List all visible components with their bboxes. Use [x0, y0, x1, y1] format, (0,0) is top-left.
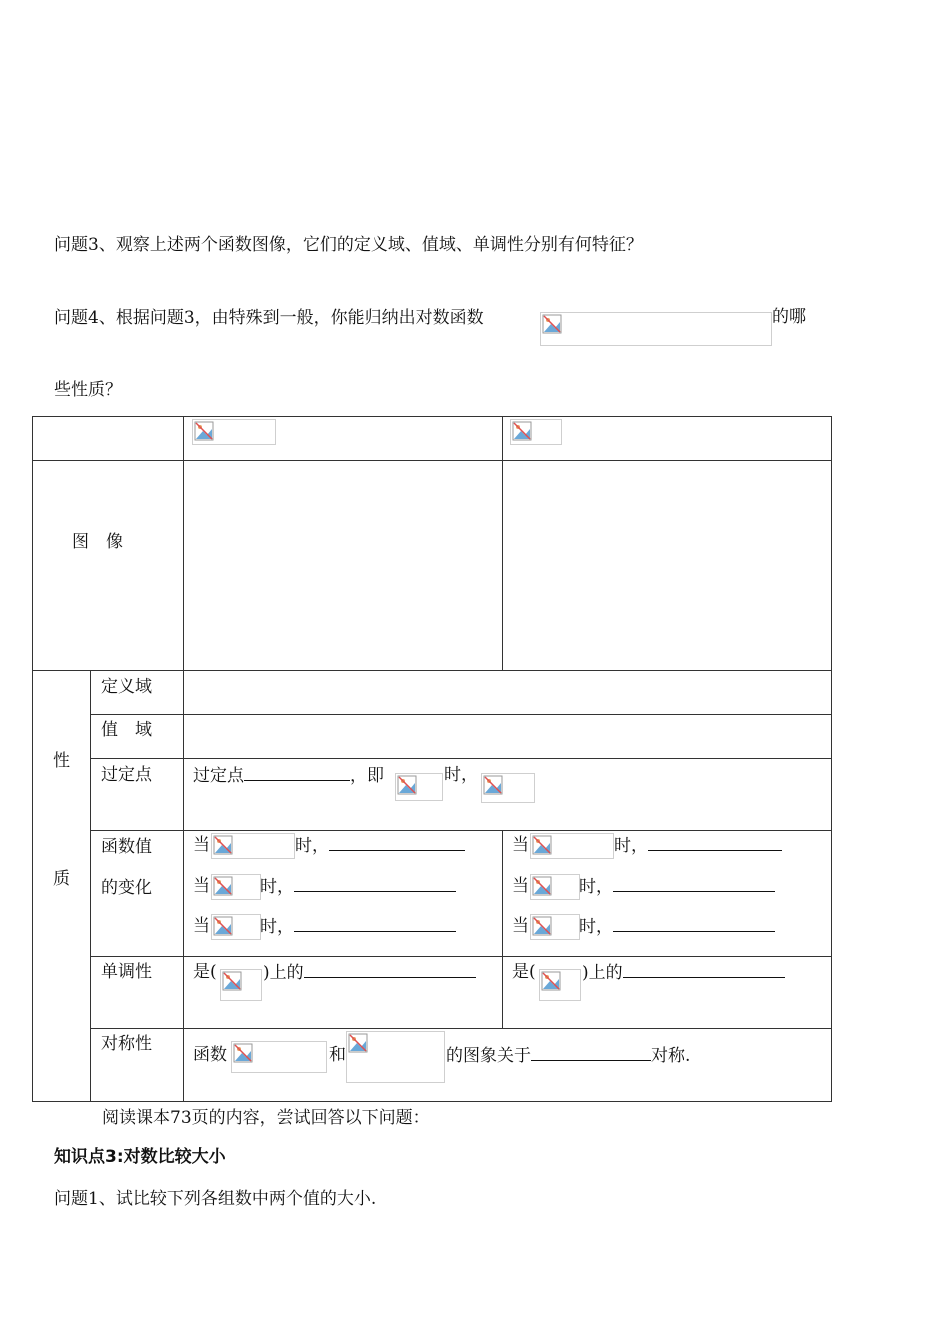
- fixed-point-when: 时，: [444, 765, 478, 785]
- fixed-point-image-1: [395, 773, 443, 801]
- symmetry-label: 对称性: [101, 1034, 152, 1054]
- change-a-blank-2: [294, 875, 456, 892]
- monotonic-a-image: [220, 969, 262, 1001]
- monotonic-b-suffix: )上的: [582, 963, 623, 983]
- change-a-suffix-3: 时，: [260, 917, 294, 937]
- change-b-suffix-2: 时，: [579, 877, 613, 897]
- change-b-image-2: [530, 874, 580, 900]
- monotonic-label: 单调性: [101, 962, 152, 982]
- question-4-part3: 些性质？: [54, 380, 122, 400]
- broken-image-icon: [348, 1033, 368, 1053]
- question-1: 问题1、试比较下列各组数中两个值的大小.: [54, 1189, 377, 1209]
- symmetry-blank: [531, 1044, 651, 1061]
- range-label: 值 域: [101, 720, 152, 740]
- symmetry-graph: 的图象关于: [446, 1046, 531, 1066]
- change-a-blank-3: [294, 915, 456, 932]
- symmetry-text: [446, 1044, 690, 1067]
- broken-image-icon: [541, 971, 561, 991]
- broken-image-icon: [532, 916, 552, 936]
- change-b-image-1: [530, 833, 614, 859]
- fixed-point-blank: [244, 764, 350, 781]
- monotonic-b-text: [582, 961, 785, 984]
- change-b-text-1: [614, 834, 782, 857]
- read-note: 阅读课本73页的内容，尝试回答以下问题：: [102, 1108, 430, 1128]
- symmetry-image-2: [346, 1031, 445, 1083]
- broken-image-icon: [213, 835, 233, 855]
- broken-image-icon: [213, 916, 233, 936]
- change-a-when-3: 当: [193, 916, 210, 936]
- properties-char-1: 性: [53, 751, 70, 771]
- broken-image-icon: [233, 1043, 253, 1063]
- domain-value-cell: [184, 671, 832, 715]
- properties-table: [32, 416, 832, 1102]
- broken-image-icon: [532, 876, 552, 896]
- change-a-suffix-1: 时，: [295, 836, 329, 856]
- question-4-part1: 问题4、根据问题3，由特殊到一般，你能归纳出对数函数: [54, 308, 484, 328]
- func-change-label-1: 函数值: [101, 837, 152, 857]
- symmetry-end: 对称.: [651, 1046, 691, 1066]
- monotonic-a-prefix: 是(: [193, 962, 217, 982]
- change-a-when-2: 当: [193, 876, 210, 896]
- change-b-when-2: 当: [512, 876, 529, 896]
- header-empty-cell: [33, 417, 184, 461]
- properties-char-2: 质: [53, 869, 70, 889]
- symmetry-and: 和: [329, 1045, 346, 1065]
- monotonic-b-blank: [623, 961, 785, 978]
- change-a-text-1: [295, 834, 465, 857]
- monotonic-b-image: [539, 969, 581, 1001]
- change-b-blank-2: [613, 875, 775, 892]
- change-b-suffix-3: 时，: [579, 917, 613, 937]
- fixed-point-text: [193, 764, 384, 787]
- broken-image-icon: [542, 314, 562, 334]
- fixed-point-label: 过定点: [101, 765, 152, 785]
- monotonic-a-blank: [304, 961, 476, 978]
- broken-image-icon: [483, 775, 503, 795]
- change-a-text-2: [260, 875, 456, 898]
- func-b-image-placeholder: [510, 419, 562, 445]
- change-a-image-1: [211, 833, 295, 859]
- domain-label: 定义域: [101, 677, 152, 697]
- monotonic-a-text: [263, 961, 476, 984]
- change-a-when-1: 当: [193, 835, 210, 855]
- question-3: 问题3、观察上述两个函数图像，它们的定义域、值域、单调性分别有何特征？: [54, 235, 643, 255]
- func-change-label-2: 的变化: [101, 878, 152, 898]
- change-a-image-2: [211, 874, 261, 900]
- question-4-part2: 的哪: [772, 307, 806, 327]
- change-a-blank-1: [329, 834, 465, 851]
- fixed-point-image-2: [481, 773, 535, 803]
- symmetry-func: 函数: [193, 1045, 227, 1065]
- broken-image-icon: [213, 876, 233, 896]
- change-a-text-3: [260, 915, 456, 938]
- change-b-text-3: [579, 915, 775, 938]
- monotonic-a-suffix: )上的: [263, 963, 304, 983]
- monotonic-b-prefix: 是(: [512, 962, 536, 982]
- broken-image-icon: [532, 835, 552, 855]
- func-a-image-placeholder: [192, 419, 276, 445]
- graph-a-cell: [184, 461, 503, 671]
- formula-image-placeholder: [540, 312, 772, 346]
- broken-image-icon: [397, 775, 417, 795]
- knowledge-point-3-heading: 知识点3:对数比较大小: [54, 1147, 226, 1167]
- range-value-cell: [184, 715, 832, 759]
- broken-image-icon: [512, 421, 532, 441]
- graph-b-cell: [503, 461, 832, 671]
- fixed-point-prefix: 过定点: [193, 766, 244, 786]
- change-b-when-1: 当: [512, 835, 529, 855]
- change-b-suffix-1: 时，: [614, 836, 648, 856]
- change-b-text-2: [579, 875, 775, 898]
- image-label: 图 像: [72, 532, 123, 552]
- fixed-point-sep: ，即: [350, 766, 384, 786]
- change-a-image-3: [211, 914, 261, 940]
- change-b-blank-3: [613, 915, 775, 932]
- broken-image-icon: [222, 971, 242, 991]
- change-b-when-3: 当: [512, 916, 529, 936]
- change-a-suffix-2: 时，: [260, 877, 294, 897]
- broken-image-icon: [194, 421, 214, 441]
- symmetry-image-1: [231, 1041, 327, 1073]
- change-b-image-3: [530, 914, 580, 940]
- image-label-cell: [33, 461, 184, 671]
- change-b-blank-1: [648, 834, 782, 851]
